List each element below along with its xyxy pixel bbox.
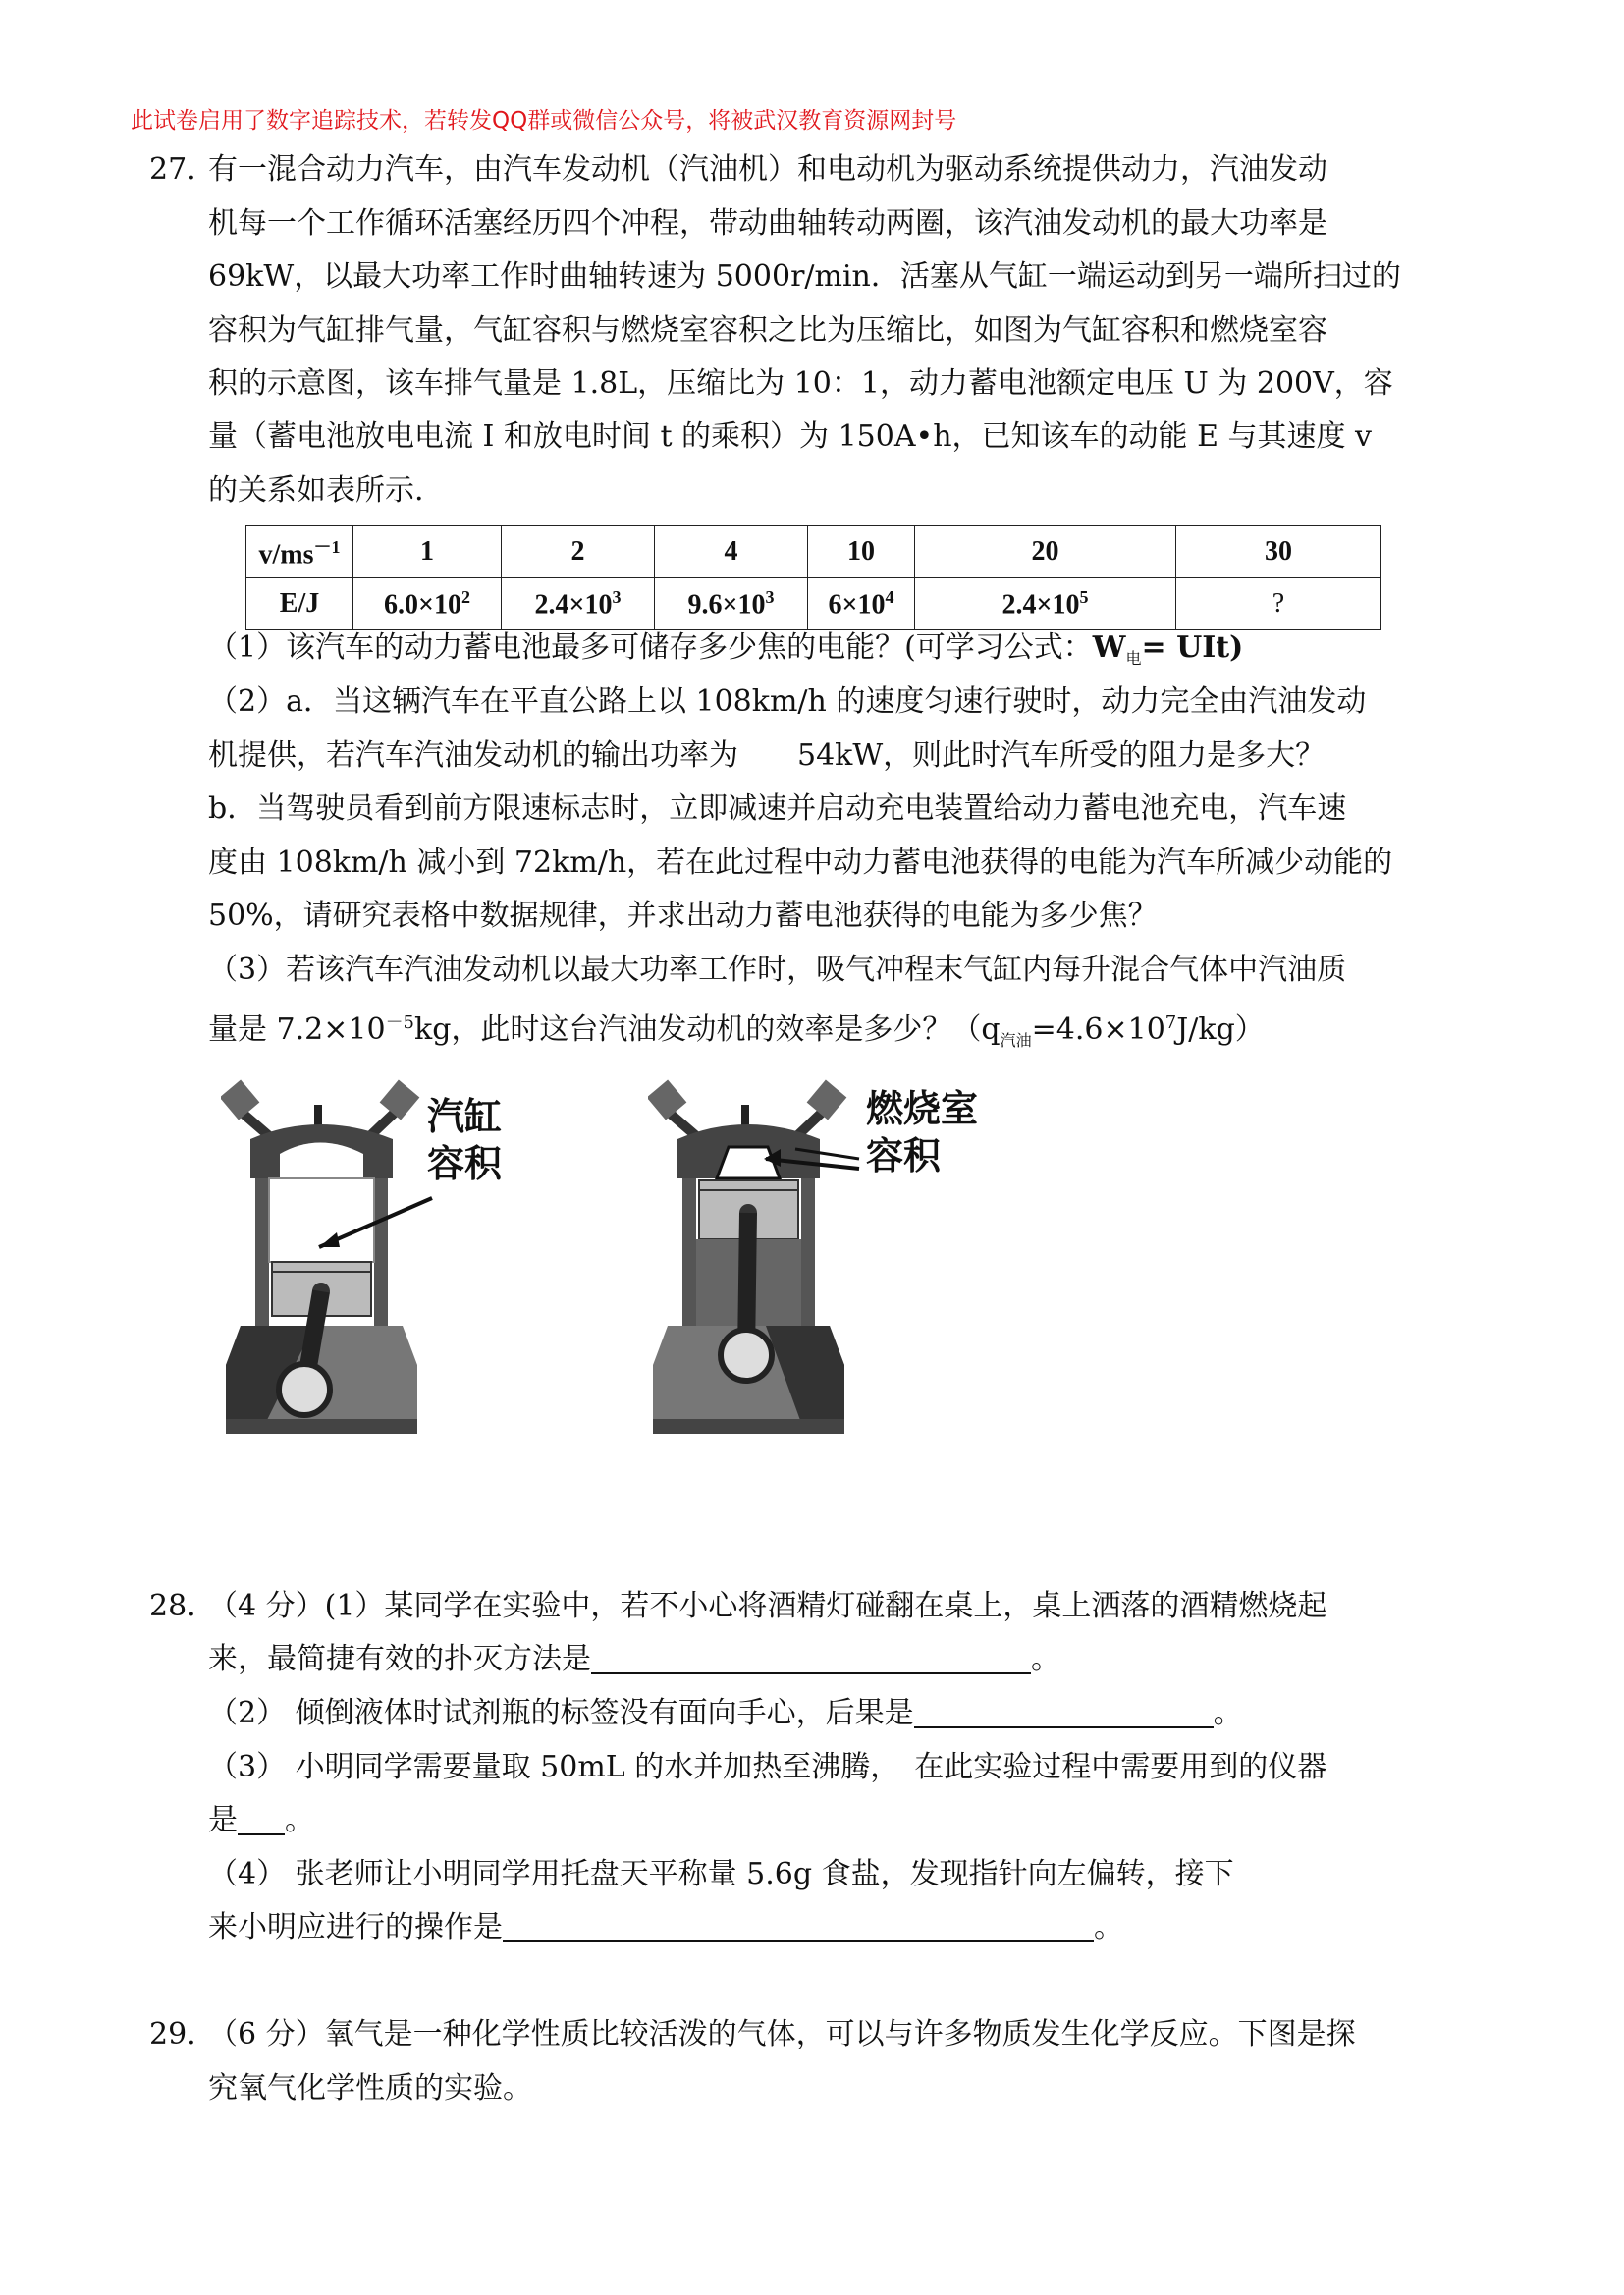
sub3-sub: 汽油 (1000, 1031, 1032, 1050)
table-cell-value: 9.6×10 (687, 589, 766, 621)
table-cell-exponent: 3 (612, 586, 622, 607)
table-cell: 30 (1176, 526, 1381, 578)
answer-blank[interactable] (591, 1643, 1031, 1674)
table-cell (915, 578, 1176, 630)
table-cell: ? (1176, 578, 1381, 630)
q28-line-4: （3） 小明同学需要量取 50mL 的水并加热至沸腾， 在此实验过程中需要用到的仪器 (208, 1750, 1327, 1784)
q27-line-6: 量（蓄电池放电电流 I 和放电时间 t 的乘积）为 150A•h，已知该车的动能 E 与其速度 v (208, 419, 1372, 454)
q28-line-7-text: 来小明应进行的操作是 (208, 1910, 503, 1944)
q27-sub2a-line1: （2）a．当这辆汽车在平直公路上以 108km/h 的速度匀速行驶时，动力完全由汽油发动 (208, 684, 1367, 719)
cylinder-volume (269, 1178, 374, 1262)
table-cell-value: 6×10 (828, 589, 886, 621)
q28-end-mark: 。 (285, 1803, 314, 1837)
sub3-sup2: 7 (1164, 1012, 1177, 1033)
q27-sub2a-line2: 机提供，若汽车汽油发动机的输出功率为 54kW，则此时汽车所受的阻力是多大？ (208, 738, 1326, 773)
q27-sub2b-line2: 度由 108km/h 减小到 72km/h，若在此过程中动力蓄电池获得的电能为汽车所减少动能的 (208, 846, 1393, 880)
table-header-v-sup: －1 (313, 536, 341, 557)
label-volume: 容积 (866, 1134, 942, 1177)
answer-blank[interactable] (914, 1697, 1214, 1728)
valve-spring-left (221, 1080, 259, 1120)
cylinder-wall-left (255, 1178, 269, 1326)
table-cell: 1 (353, 526, 502, 578)
q28-line-3-text: （2） 倾倒液体时试剂瓶的标签没有面向手心，后果是 (208, 1696, 914, 1730)
q27-sub2b-line3: 50%，请研究表格中数据规律，并求出动力蓄电池获得的电能为多少焦？ (208, 899, 1158, 933)
table-cell-exponent: 3 (765, 586, 775, 607)
cylinder-wall-right (374, 1178, 388, 1326)
table-cell (502, 578, 655, 630)
table-cell (353, 578, 502, 630)
q27-sub1 (208, 630, 1243, 677)
formula-w: W (1092, 630, 1126, 665)
q28-line-5 (208, 1803, 314, 1838)
table-cell-value: 2.4×10 (534, 589, 613, 621)
table-row (246, 526, 1381, 578)
sub3-text-c: =4.6×10 (1031, 1012, 1165, 1047)
question-29-number: 29. (149, 2017, 196, 2051)
table-header-v (246, 526, 353, 578)
q28-end-mark: 。 (1213, 1696, 1243, 1730)
q28-line-1: （4 分）(1）某同学在实验中，若不小心将酒精灯碰翻在桌上，桌上洒落的酒精燃烧起 (208, 1589, 1327, 1623)
q28-end-mark: 。 (1031, 1642, 1060, 1676)
table-cell: 10 (808, 526, 915, 578)
label-combustion-chamber: 燃烧室 (866, 1087, 979, 1130)
formula-sub: 电 (1125, 649, 1142, 668)
q27-line-3: 69kW，以最大功率工作时曲轴转速为 5000r/min．活塞从气缸一端运动到另一端所扫过的 (208, 259, 1401, 294)
crankshaft (279, 1364, 330, 1415)
q27-line-4: 容积为气缸排气量，气缸容积与燃烧室容积之比为压缩比，如图为气缸容积和燃烧室容 (208, 313, 1327, 348)
valve-spring-right (380, 1080, 420, 1120)
table-cell: 2 (502, 526, 655, 578)
q27-line-7: 的关系如表所示. (208, 473, 424, 508)
sub3-sup: －5 (385, 1012, 415, 1033)
table-header-e: E/J (246, 578, 353, 630)
q28-line-7 (208, 1910, 1123, 1945)
cylinder-wall-left (682, 1178, 696, 1326)
table-cell: 4 (655, 526, 808, 578)
q27-sub3-line1: （3）若该汽车汽油发动机以最大功率工作时，吸气冲程末气缸内每升混合气体中汽油质 (208, 953, 1347, 987)
question-27-number: 27. (149, 152, 196, 187)
q27-sub3-line2 (208, 1006, 1265, 1059)
q29-line-1: （6 分）氧气是一种化学性质比较活泼的气体，可以与许多物质发生化学反应。下图是探 (208, 2017, 1356, 2051)
q28-line-3 (208, 1696, 1243, 1731)
table-cell-exponent: 4 (885, 586, 894, 607)
table-row (246, 578, 1381, 630)
table-cell (808, 578, 915, 630)
q28-line-2 (208, 1642, 1060, 1677)
table-cell-exponent: 5 (1079, 586, 1089, 607)
q27-sub2b-line1: b．当驾驶员看到前方限速标志时，立即减速并启动充电装置给动力蓄电池充电，汽车速 (208, 792, 1347, 826)
sub3-text-b: kg，此时这台汽油发动机的效率是多少？（q (414, 1012, 1001, 1047)
q28-line-6: （4） 张老师让小明同学用托盘天平称量 5.6g 食盐，发现指针向左偏转，接下 (208, 1857, 1234, 1891)
table-cell: 20 (915, 526, 1176, 578)
sub3-text-a: 量是 7.2×10 (208, 1012, 386, 1047)
valve-spring-right (807, 1080, 847, 1120)
q27-sub1-text: （1）该汽车的动力蓄电池最多可储存多少焦的电能？(可学习公式： (208, 630, 1093, 665)
table-header-v-label: v/ms (258, 539, 314, 571)
label-volume: 容积 (427, 1142, 503, 1185)
crankcase-base (226, 1419, 417, 1434)
engine-cylinder-volume-figure (221, 1070, 545, 1434)
table-cell-value: 6.0×10 (384, 589, 461, 621)
formula-rest: = UIt) (1141, 630, 1244, 665)
q27-line-1: 有一混合动力汽车，由汽车发动机（汽油机）和电动机为驱动系统提供动力，汽油发动 (208, 152, 1327, 187)
question-28-number: 28. (149, 1589, 196, 1623)
q28-line-5-text: 是 (208, 1803, 238, 1837)
table-cell-exponent: 2 (460, 586, 470, 607)
answer-blank[interactable] (503, 1911, 1094, 1942)
cylinder-wall-right (801, 1178, 815, 1326)
q28-line-2-text: 来，最简捷有效的扑灭方法是 (208, 1642, 591, 1676)
engine-combustion-chamber-figure (648, 1070, 982, 1434)
q28-end-mark: 。 (1094, 1910, 1123, 1944)
label-cylinder: 汽缸 (427, 1095, 503, 1138)
combustion-chamber (717, 1147, 780, 1178)
answer-blank[interactable] (238, 1804, 285, 1835)
table-cell-value: 2.4×10 (1001, 589, 1080, 621)
valve-spring-left (648, 1080, 686, 1120)
crankshaft (721, 1330, 772, 1381)
velocity-energy-table (245, 525, 1381, 630)
q27-line-5: 积的示意图，该车排气量是 1.8L，压缩比为 10：1，动力蓄电池额定电压 U 为 200V，容 (208, 366, 1393, 401)
crankcase-base (653, 1419, 844, 1434)
sub3-text-d: J/kg） (1176, 1012, 1265, 1047)
q29-line-2: 究氧气化学性质的实验。 (208, 2071, 532, 2105)
table-cell (655, 578, 808, 630)
q27-line-2: 机每一个工作循环活塞经历四个冲程，带动曲轴转动两圈，该汽油发动机的最大功率是 (208, 206, 1327, 241)
watermark-text: 此试卷启用了数字追踪技术，若转发QQ群或微信公众号，将被武汉教育资源网封号 (131, 108, 957, 134)
